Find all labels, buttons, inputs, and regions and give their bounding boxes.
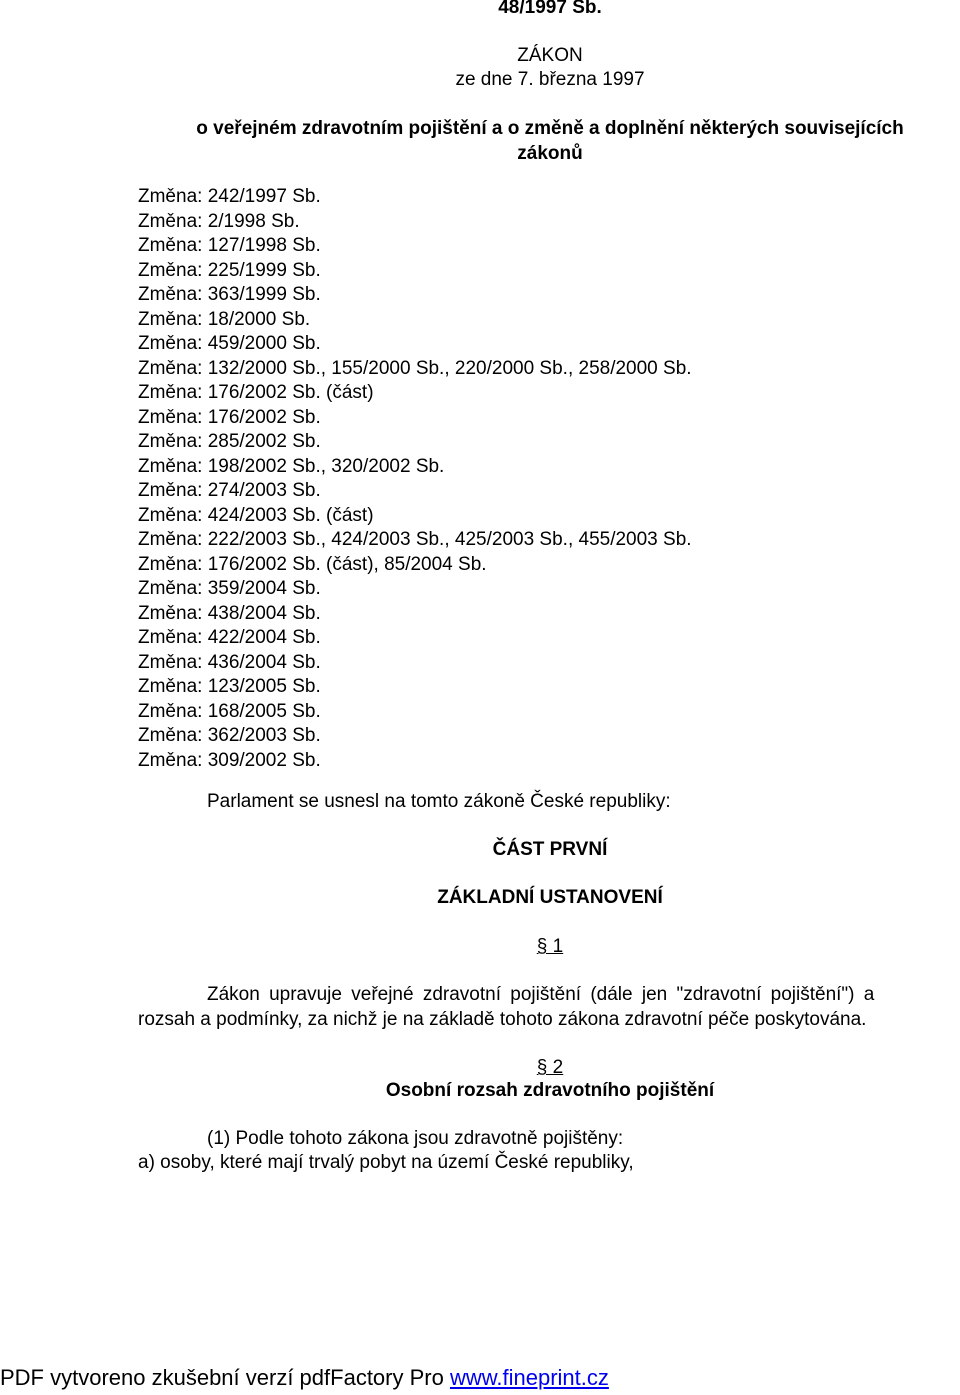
amendment-item: Změna: 123/2005 Sb. [138,676,321,697]
amendment-item: Změna: 359/2004 Sb. [138,578,321,599]
footer-text: PDF vytvoreno zkušební verzí pdfFactory Pro [0,1365,450,1390]
amendment-item: Změna: 436/2004 Sb. [138,651,321,673]
section-1-mark-text: § 1 [536,936,564,957]
law-subject-line-1: o veřejném zdravotním pojištění a o změně a doplnění některých souvisejících [196,118,904,139]
document-number: 48/1997 Sb. [498,0,602,18]
section-1-mark [0,935,960,959]
part-heading: ZÁKLADNÍ USTANOVENÍ [437,887,663,908]
amendment-item: Změna: 459/2000 Sb. [138,333,321,354]
amendment-item: Změna: 225/1999 Sb. [138,259,321,281]
section-1-text-line-1: Zákon upravuje veřejné zdravotní pojištění (dále jen "zdravotní pojištění") a [207,984,875,1005]
section-2-subsection-1-item-a: a) osoby, které mají trvalý pobyt na území České republiky, [138,1152,634,1173]
amendment-item: Změna: 422/2004 Sb. [138,627,321,648]
amendment-item: Změna: 176/2002 Sb. (část), 85/2004 Sb. [138,553,487,575]
amendment-item: Změna: 18/2000 Sb. [138,308,311,330]
preamble: Parlament se usnesl na tomto zákoně České republiky: [207,791,671,812]
amendment-item: Změna: 2/1998 Sb. [138,210,300,232]
amendment-item: Změna: 242/1997 Sb. [138,186,321,207]
amendment-item: Změna: 198/2002 Sb., 320/2002 Sb. [138,455,445,477]
pdf-footer [0,1364,609,1392]
part-title: ČÁST PRVNÍ [492,839,608,860]
law-date: ze dne 7. března 1997 [455,69,645,90]
amendment-item: Změna: 176/2002 Sb. [138,406,321,428]
amendment-item: Změna: 176/2002 Sb. (část) [138,382,374,403]
amendment-item: Změna: 132/2000 Sb., 155/2000 Sb., 220/2000 Sb., 258/2000 Sb. [138,357,692,379]
section-2-title: Osobní rozsah zdravotního pojištění [385,1080,715,1101]
section-2-mark [0,1056,960,1080]
amendment-item: Změna: 222/2003 Sb., 424/2003 Sb., 425/2003 Sb., 455/2003 Sb. [138,529,692,550]
amendment-item: Změna: 362/2003 Sb. [138,725,321,746]
amendment-item: Změna: 127/1998 Sb. [138,235,321,256]
amendment-item: Změna: 424/2003 Sb. (část) [138,504,374,526]
amendment-item: Změna: 274/2003 Sb. [138,480,321,501]
amendments-list [138,185,692,773]
section-2-subsection-1: (1) Podle tohoto zákona jsou zdravotně pojištěny: [207,1128,624,1149]
law-subject-line-2: zákonů [517,143,583,164]
amendment-item: Změna: 363/1999 Sb. [138,284,321,305]
amendment-item: Změna: 438/2004 Sb. [138,602,321,624]
amendment-item: Změna: 285/2002 Sb. [138,431,321,452]
section-2-mark-text: § 2 [536,1057,564,1078]
amendment-item: Změna: 309/2002 Sb. [138,749,321,771]
amendment-item: Změna: 168/2005 Sb. [138,700,321,722]
section-1-text-line-2: rozsah a podmínky, za nichž je na základě tohoto zákona zdravotní péče poskytována. [138,1009,867,1030]
footer-link[interactable]: www.fineprint.cz [449,1365,609,1390]
law-label: ZÁKON [517,45,583,66]
